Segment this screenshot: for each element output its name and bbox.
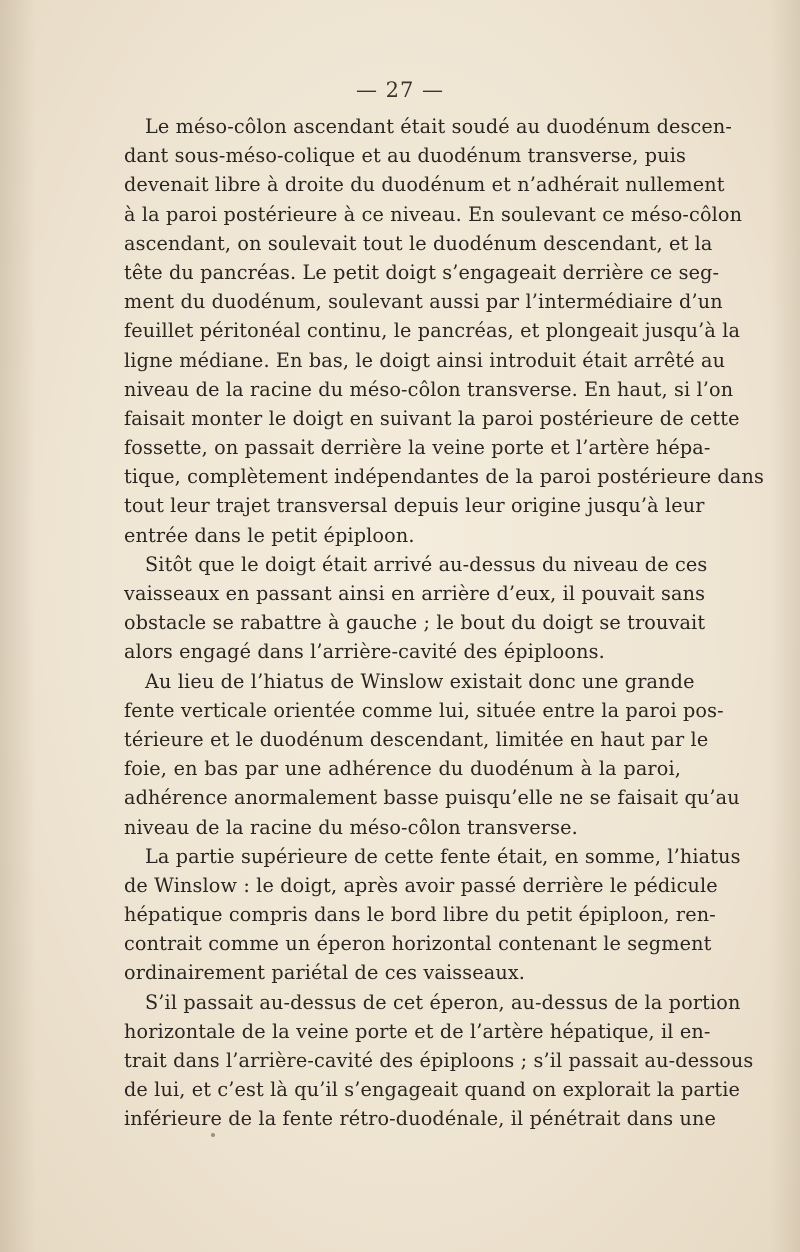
text-line: de lui, et c’est là qu’il s’engageait quand on explorait la partie bbox=[124, 1078, 740, 1102]
text-line: faisait monter le doigt en suivant la paroi postérieure de cette bbox=[124, 406, 740, 430]
text-line: tête du pancréas. Le petit doigt s’engageait derrière ce seg- bbox=[124, 260, 720, 284]
text-line: dant sous-méso-colique et au duodénum transverse, puis bbox=[124, 144, 686, 168]
text-line: hépatique compris dans le bord libre du petit épiploon, ren- bbox=[124, 903, 716, 927]
body-text bbox=[124, 112, 765, 1134]
text-line: devenait libre à droite du duodénum et n’adhérait nullement bbox=[124, 173, 725, 197]
text-line: Au lieu de l’hiatus de Winslow existait donc une grande bbox=[145, 669, 695, 693]
text-line: tout leur trajet transversal depuis leur origine jusqu’à leur bbox=[124, 494, 705, 518]
text-line: contrait comme un éperon horizontal contenant le segment bbox=[124, 932, 712, 956]
text-line: obstacle se rabattre à gauche ; le bout du doigt se trouvait bbox=[124, 611, 706, 635]
text-line: ordinairement pariétal de ces vaisseaux. bbox=[124, 961, 526, 985]
text-line: fossette, on passait derrière la veine porte et l’artère hépa- bbox=[124, 436, 711, 460]
text-line: ligne médiane. En bas, le doigt ainsi introduit était arrêté au bbox=[124, 348, 726, 372]
text-line: inférieure de la fente rétro-duodénale, il pénétrait dans une bbox=[124, 1107, 716, 1131]
page-number: — 27 — bbox=[355, 78, 445, 102]
text-line: vaisseaux en passant ainsi en arrière d’eux, il pouvait sans bbox=[124, 582, 706, 605]
text-line: à la paroi postérieure à ce niveau. En soulevant ce méso-côlon bbox=[124, 202, 743, 226]
text-line: alors engagé dans l’arrière-cavité des épiploons. bbox=[124, 640, 605, 664]
text-line: ascendant, on soulevait tout le duodénum descendant, et la bbox=[124, 231, 713, 255]
text-line: trait dans l’arrière-cavité des épiploons ; s’il passait au-dessous bbox=[124, 1049, 754, 1072]
text-line: S’il passait au-dessus de cet éperon, au-dessus de la portion bbox=[145, 990, 741, 1014]
text-line: horizontale de la veine porte et de l’artère hépatique, il en- bbox=[124, 1019, 711, 1043]
text-line: feuillet péritonéal continu, le pancréas, et plongeait jusqu’à la bbox=[124, 319, 741, 343]
text-line: adhérence anormalement basse puisqu’elle ne se faisait qu’au bbox=[124, 786, 740, 810]
text-line: ment du duodénum, soulevant aussi par l’intermédiaire d’un bbox=[124, 290, 723, 314]
text-line: de Winslow : le doigt, après avoir passé derrière le pédicule bbox=[124, 873, 718, 897]
text-line: Sitôt que le doigt était arrivé au-dessus du niveau de ces bbox=[145, 552, 708, 576]
paper-speck bbox=[211, 1133, 215, 1137]
text-line: foie, en bas par une adhérence du duodénum à la paroi, bbox=[124, 757, 681, 781]
page-right-shadow bbox=[770, 0, 800, 1252]
text-line: térieure et le duodénum descendant, limitée en haut par le bbox=[124, 727, 709, 751]
text-line: fente verticale orientée comme lui, située entre la paroi pos- bbox=[124, 698, 724, 722]
text-line: tique, complètement indépendantes de la paroi postérieure dans bbox=[124, 465, 765, 489]
page-left-shadow bbox=[0, 0, 36, 1252]
text-line: entrée dans le petit épiploon. bbox=[124, 523, 415, 547]
text-line: Le méso-côlon ascendant était soudé au duodénum descen- bbox=[145, 115, 733, 138]
text-line: La partie supérieure de cette fente était, en somme, l’hiatus bbox=[145, 844, 741, 868]
text-line: niveau de la racine du méso-côlon transverse. En haut, si l’on bbox=[124, 377, 734, 401]
text-line: niveau de la racine du méso-côlon transverse. bbox=[124, 815, 578, 839]
